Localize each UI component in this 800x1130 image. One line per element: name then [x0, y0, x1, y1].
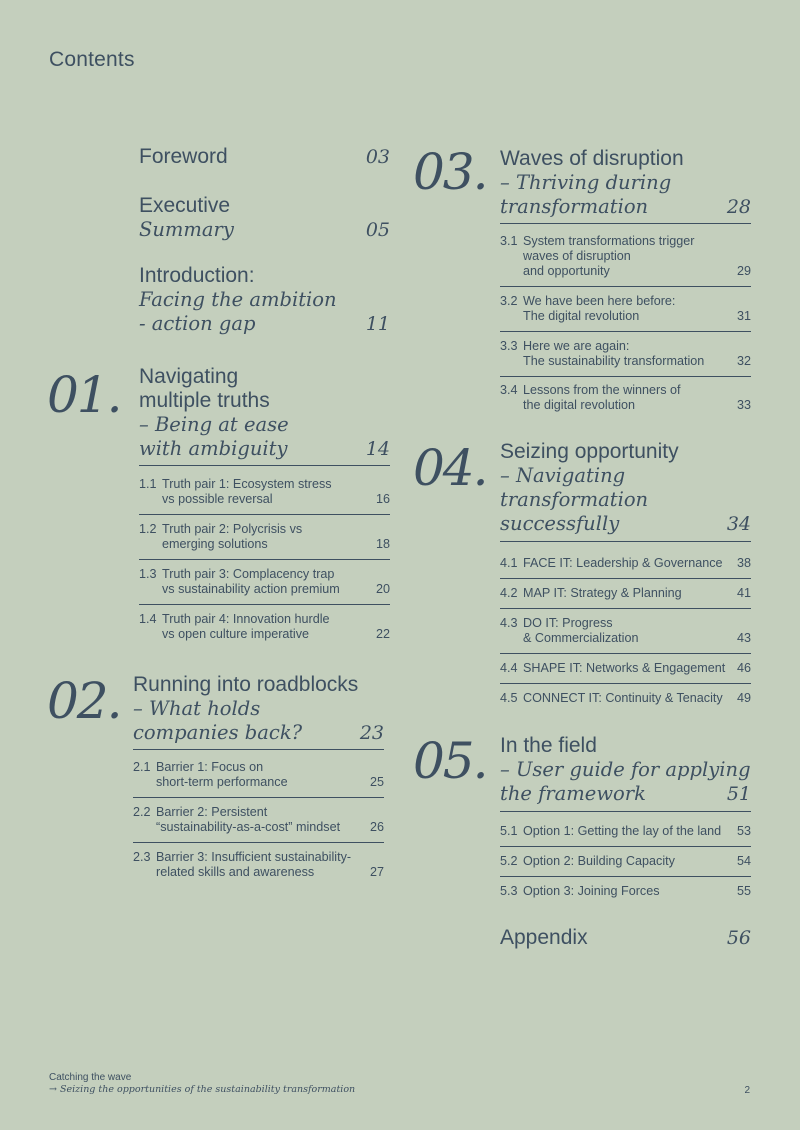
item-page: 29 [736, 264, 751, 278]
item-line1: MAP IT: Strategy & Planning [523, 586, 682, 600]
item-number: 4.2 [500, 586, 518, 600]
toc-item-3-1[interactable] [500, 234, 751, 287]
ch03-page: 28 [726, 196, 751, 218]
toc-item-3-4[interactable] [500, 383, 751, 413]
ch04-page: 34 [726, 513, 751, 535]
ch03-line1: Waves of disruption [500, 147, 684, 170]
page-number: 2 [744, 1085, 750, 1096]
item-page: 22 [375, 627, 390, 641]
item-number: 4.5 [500, 691, 518, 705]
item-line1: Lessons from the winners of [523, 383, 681, 397]
item-line2: the digital revolution [523, 398, 636, 412]
toc-item-2-2[interactable] [133, 805, 384, 843]
item-page: 49 [736, 691, 751, 705]
executive-line1: Executive [139, 194, 231, 217]
footer-title: Catching the wave [49, 1072, 132, 1083]
ch02-line3: companies back? [133, 721, 303, 744]
ch01-page: 14 [365, 438, 390, 460]
item-page: 38 [736, 556, 751, 570]
item-line3: and opportunity [523, 264, 610, 278]
toc-item-3-3[interactable] [500, 339, 751, 377]
item-line1: FACE IT: Leadership & Governance [523, 556, 723, 570]
item-line1: DO IT: Progress [523, 616, 613, 630]
appendix-page: 56 [726, 927, 751, 949]
item-number: 2.1 [133, 760, 151, 774]
item-line2: “sustainability-as-a-cost” mindset [156, 820, 341, 834]
footer-subtitle: → Seizing the opportunities of the sustainability transformation [49, 1084, 356, 1095]
item-page: 46 [736, 661, 751, 675]
item-line2: waves of disruption [523, 249, 631, 263]
foreword-label: Foreword [139, 145, 228, 168]
toc-executive-summary[interactable] [139, 194, 390, 242]
chapter-02-number: 02. [47, 672, 121, 730]
ch05-page: 51 [726, 783, 751, 805]
toc-introduction[interactable] [139, 264, 390, 336]
item-number: 3.1 [500, 234, 518, 248]
item-page: 55 [736, 884, 751, 898]
item-page: 54 [736, 854, 751, 868]
chapter-03-number: 03. [413, 143, 487, 201]
item-number: 2.3 [133, 850, 151, 864]
item-page: 31 [736, 309, 751, 323]
ch02-page: 23 [359, 722, 384, 744]
item-line1: Option 3: Joining Forces [523, 884, 660, 898]
item-line2: vs sustainability action premium [162, 582, 340, 596]
item-line2: emerging solutions [162, 537, 268, 551]
item-line1: Barrier 2: Persistent [156, 805, 268, 819]
toc-chapter-04[interactable] [500, 440, 751, 542]
toc-chapter-05[interactable] [500, 734, 751, 812]
toc-item-4-2[interactable] [500, 586, 751, 609]
item-page: 27 [369, 865, 384, 879]
toc-item-4-1[interactable] [500, 556, 751, 579]
item-number: 4.3 [500, 616, 518, 630]
toc-item-1-3[interactable] [139, 567, 390, 605]
item-number: 3.2 [500, 294, 518, 308]
chapter-01-number: 01. [47, 366, 121, 424]
item-number: 3.3 [500, 339, 518, 353]
item-number: 2.2 [133, 805, 151, 819]
item-page: 20 [375, 582, 390, 596]
chapter-05-number: 05. [413, 732, 487, 790]
ch04-line2: – Navigating [500, 464, 626, 487]
item-page: 32 [736, 354, 751, 368]
chapter-04-number: 04. [413, 439, 487, 497]
toc-item-5-1[interactable] [500, 824, 751, 847]
item-page: 18 [375, 537, 390, 551]
item-line1: System transformations trigger [523, 234, 695, 248]
toc-item-1-1[interactable] [139, 477, 390, 515]
item-number: 5.2 [500, 854, 518, 868]
toc-item-1-4[interactable] [139, 612, 390, 642]
item-number: 1.4 [139, 612, 157, 626]
introduction-line2: Facing the ambition [139, 288, 337, 311]
toc-item-4-3[interactable] [500, 616, 751, 654]
toc-appendix[interactable] [500, 926, 751, 950]
item-number: 1.2 [139, 522, 157, 536]
item-line1: Truth pair 1: Ecosystem stress [162, 477, 332, 491]
ch03-line3: transformation [500, 195, 649, 218]
ch02-line1: Running into roadblocks [133, 673, 359, 696]
item-line2: vs possible reversal [162, 492, 273, 506]
ch01-line3: – Being at ease [139, 413, 289, 436]
item-number: 5.1 [500, 824, 518, 838]
toc-item-2-1[interactable] [133, 760, 384, 798]
item-line2: & Commercialization [523, 631, 639, 645]
appendix-label: Appendix [500, 926, 588, 949]
ch04-line1: Seizing opportunity [500, 440, 679, 463]
ch01-line2: multiple truths [139, 389, 270, 412]
item-line1: Here we are again: [523, 339, 630, 353]
executive-line2: Summary [139, 218, 234, 241]
toc-item-1-2[interactable] [139, 522, 390, 560]
item-line1: Barrier 3: Insufficient sustainability- [156, 850, 352, 864]
item-number: 5.3 [500, 884, 518, 898]
item-line1: Truth pair 4: Innovation hurdle [162, 612, 330, 626]
ch04-line4: successfully [500, 512, 620, 535]
item-line1: Barrier 1: Focus on [156, 760, 264, 774]
ch04-line3: transformation [500, 488, 649, 511]
toc-item-4-5[interactable] [500, 691, 751, 706]
item-line2: related skills and awareness [156, 865, 315, 879]
item-line1: Option 2: Building Capacity [523, 854, 675, 868]
item-line1: Truth pair 3: Complacency trap [162, 567, 335, 581]
item-page: 16 [375, 492, 390, 506]
toc-chapter-01[interactable] [139, 365, 390, 466]
item-number: 4.4 [500, 661, 518, 675]
ch02-line2: – What holds [133, 697, 261, 720]
item-page: 41 [736, 586, 751, 600]
toc-chapter-03[interactable] [500, 147, 751, 224]
toc-foreword[interactable] [139, 145, 390, 169]
item-line2: The sustainability transformation [523, 354, 705, 368]
item-number: 3.4 [500, 383, 518, 397]
toc-chapter-02[interactable] [133, 673, 384, 750]
ch05-line2: – User guide for applying [500, 758, 751, 781]
item-line2: The digital revolution [523, 309, 640, 323]
ch05-line1: In the field [500, 734, 597, 757]
item-line1: Truth pair 2: Polycrisis vs [162, 522, 303, 536]
ch01-line4: with ambiguity [139, 437, 288, 460]
ch03-line2: – Thriving during [500, 171, 672, 194]
item-line1: Option 1: Getting the lay of the land [523, 824, 722, 838]
item-number: 1.1 [139, 477, 157, 491]
item-page: 53 [736, 824, 751, 838]
item-number: 4.1 [500, 556, 518, 570]
ch01-line1: Navigating [139, 365, 239, 388]
item-line2: vs open culture imperative [162, 627, 309, 641]
item-line1: We have been here before: [523, 294, 676, 308]
introduction-line1: Introduction: [139, 264, 255, 287]
item-page: 25 [369, 775, 384, 789]
item-line2: short-term performance [156, 775, 288, 789]
toc-item-3-2[interactable] [500, 294, 751, 332]
item-number: 1.3 [139, 567, 157, 581]
introduction-page: 11 [365, 313, 390, 335]
item-line1: CONNECT IT: Continuity & Tenacity [523, 691, 723, 705]
item-page: 43 [736, 631, 751, 645]
toc-item-4-4[interactable] [500, 661, 751, 684]
item-line1: SHAPE IT: Networks & Engagement [523, 661, 726, 675]
item-page: 26 [369, 820, 384, 834]
page-title: Contents [49, 48, 135, 71]
ch05-line3: the framework [500, 782, 646, 805]
toc-item-5-3[interactable] [500, 884, 751, 899]
foreword-page: 03 [365, 146, 390, 168]
introduction-line3: - action gap [139, 312, 256, 335]
toc-item-2-3[interactable] [133, 850, 384, 880]
item-page: 33 [736, 398, 751, 412]
toc-item-5-2[interactable] [500, 854, 751, 877]
executive-page: 05 [365, 219, 390, 241]
